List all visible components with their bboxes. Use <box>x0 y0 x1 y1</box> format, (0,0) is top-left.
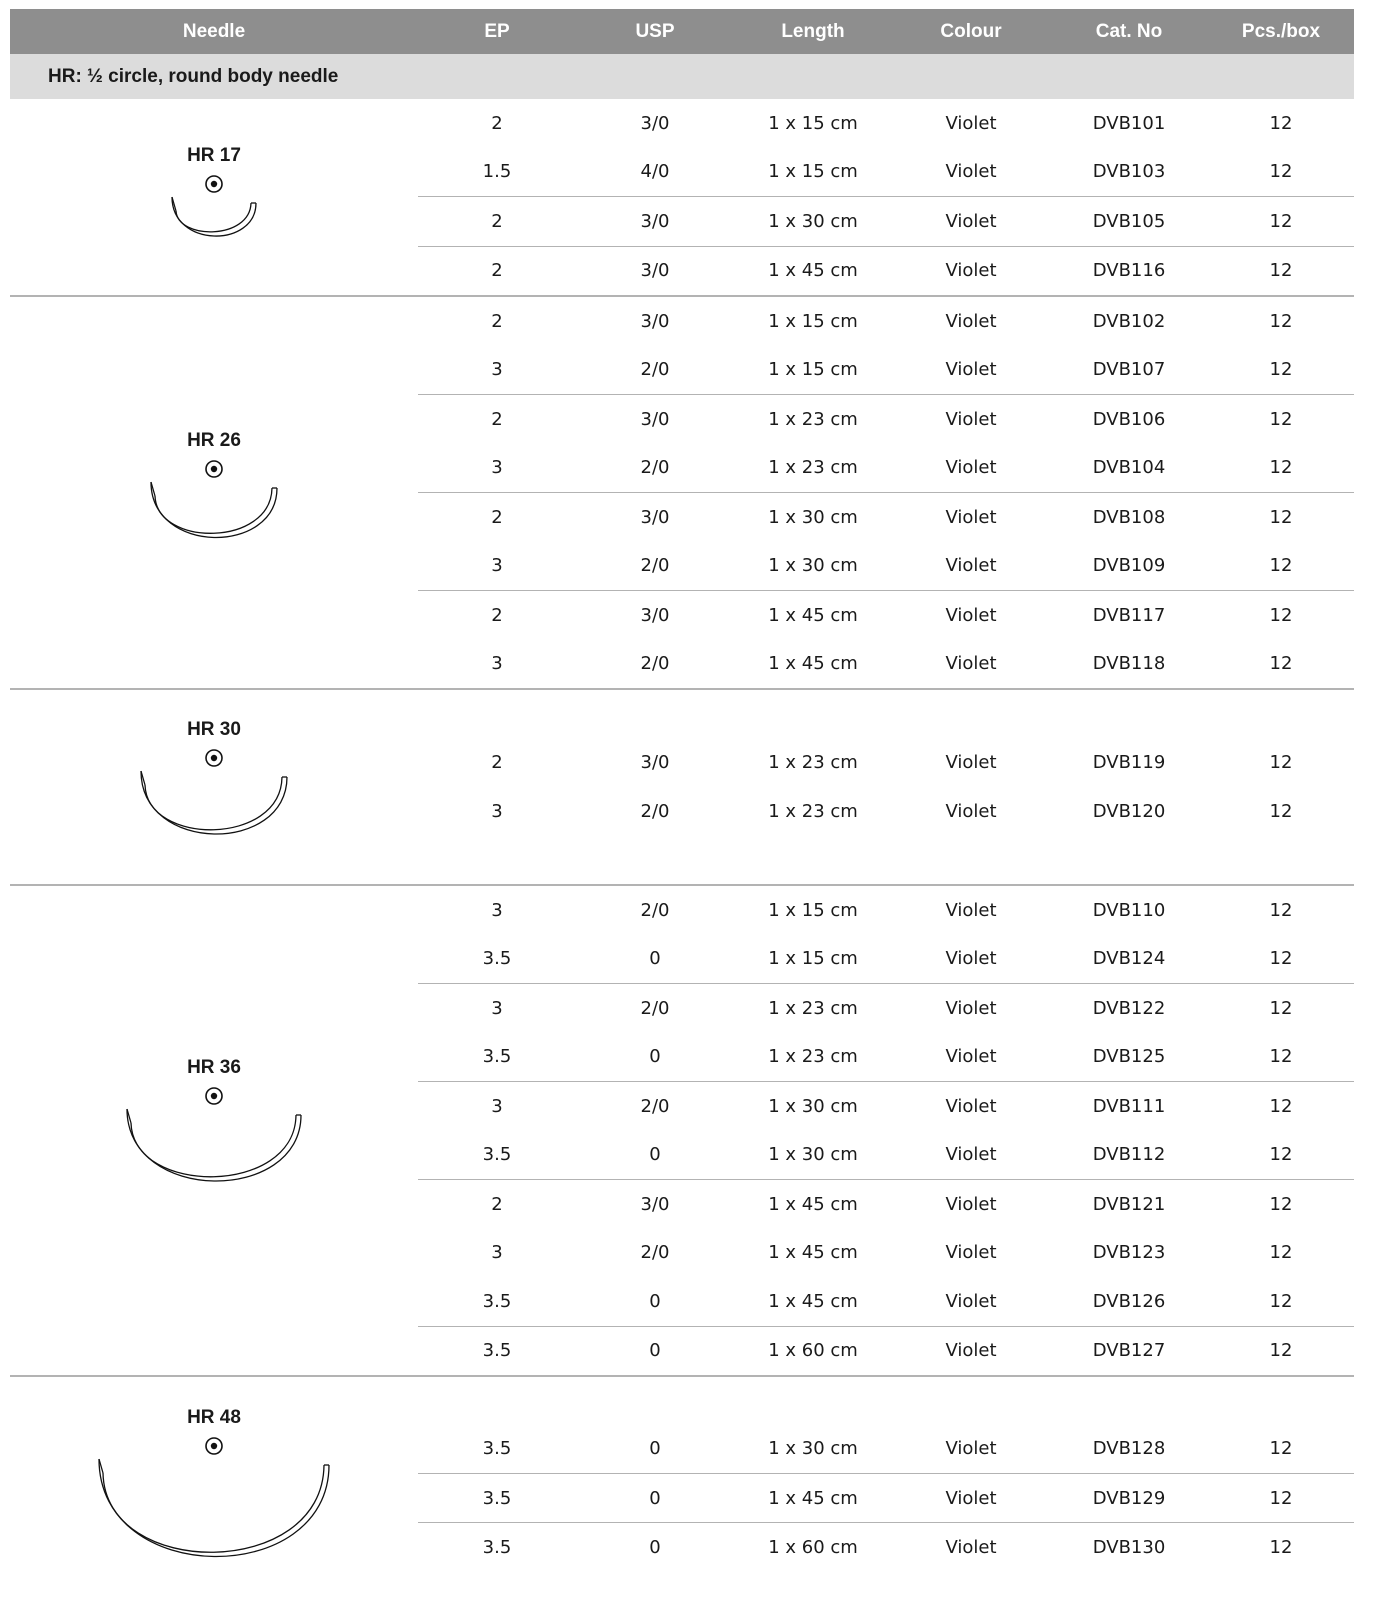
cell-usp: 3/0 <box>640 310 670 332</box>
cell-usp: 3/0 <box>640 112 670 134</box>
cell-length: 1 x 30 cm <box>768 1438 858 1459</box>
needle-label: HR 17 <box>187 145 241 166</box>
cell-usp: 0 <box>649 1537 661 1558</box>
cell-ep: 2 <box>491 408 503 430</box>
cell-cat-no: DVB106 <box>1092 408 1166 430</box>
cell-colour: Violet <box>945 948 997 970</box>
table-row <box>418 1326 1354 1376</box>
cell-usp: 3/0 <box>640 604 670 626</box>
needle-label: HR 36 <box>187 1056 241 1078</box>
cell-length: 1 x 45 cm <box>768 260 858 282</box>
cell-pcs-box: 12 <box>1269 1290 1293 1312</box>
cell-colour: Violet <box>945 800 997 822</box>
cell-cat-no: DVB129 <box>1092 1487 1166 1509</box>
cell-pcs-box: 12 <box>1269 1144 1293 1166</box>
cell-length: 1 x 45 cm <box>768 1290 858 1312</box>
table-row <box>418 246 1354 296</box>
cell-pcs-box: 12 <box>1269 800 1293 822</box>
cell-ep: 3.5 <box>482 1290 512 1312</box>
table-row <box>418 1131 1354 1180</box>
cell-usp: 3/0 <box>640 408 670 430</box>
table-row <box>418 640 1354 689</box>
needle-group <box>10 1377 1354 1619</box>
cell-usp: 2/0 <box>640 1242 670 1264</box>
cell-ep: 2 <box>491 506 503 528</box>
cell-pcs-box: 12 <box>1269 555 1293 577</box>
cell-colour: Violet <box>945 1144 997 1166</box>
cell-pcs-box: 12 <box>1269 161 1293 183</box>
cell-usp: 2/0 <box>640 555 670 577</box>
cell-pcs-box: 12 <box>1269 1242 1293 1264</box>
cell-length: 1 x 45 cm <box>768 604 858 626</box>
cell-colour: Violet <box>945 210 997 232</box>
needle-group <box>10 886 1354 1377</box>
needle-cell <box>10 690 418 884</box>
cell-pcs-box: 12 <box>1269 457 1293 479</box>
header-needle: Needle <box>182 20 246 42</box>
table-row <box>418 886 1354 935</box>
cell-cat-no: DVB120 <box>1092 800 1166 822</box>
cell-ep: 3 <box>491 800 503 822</box>
header-ep: EP <box>484 20 510 42</box>
needle-groups <box>10 99 1354 1619</box>
cell-cat-no: DVB119 <box>1092 752 1166 774</box>
cell-length: 1 x 15 cm <box>768 359 858 381</box>
half-circle-needle-icon <box>167 175 261 249</box>
cell-length: 1 x 60 cm <box>768 1340 858 1362</box>
needle-group <box>10 690 1354 886</box>
cell-ep: 3 <box>491 359 503 381</box>
needle-label: HR 48 <box>187 1407 241 1428</box>
cell-usp: 3/0 <box>640 210 670 232</box>
cell-ep: 2 <box>491 260 503 282</box>
cell-ep: 2 <box>491 112 503 134</box>
cell-length: 1 x 30 cm <box>768 1144 858 1166</box>
table-header <box>10 9 1354 54</box>
table-row <box>418 444 1354 493</box>
cell-pcs-box: 12 <box>1269 1046 1293 1068</box>
cell-usp: 0 <box>649 1290 661 1312</box>
cell-ep: 2 <box>491 210 503 232</box>
cell-colour: Violet <box>945 1537 997 1558</box>
cell-ep: 3 <box>491 899 503 921</box>
cell-cat-no: DVB123 <box>1092 1242 1166 1264</box>
cell-colour: Violet <box>945 1290 997 1312</box>
cell-length: 1 x 60 cm <box>768 1537 858 1558</box>
cell-cat-no: DVB112 <box>1092 1144 1166 1166</box>
cell-cat-no: DVB125 <box>1092 1046 1166 1068</box>
spec-rows <box>418 690 1354 884</box>
cell-usp: 2/0 <box>640 800 670 822</box>
cell-ep: 3 <box>491 997 503 1019</box>
cell-colour: Violet <box>945 997 997 1019</box>
half-circle-needle-icon <box>136 749 292 855</box>
cell-length: 1 x 30 cm <box>768 555 858 577</box>
cell-pcs-box: 12 <box>1269 506 1293 528</box>
cell-usp: 0 <box>649 1046 661 1068</box>
cell-pcs-box: 12 <box>1269 948 1293 970</box>
cell-ep: 3.5 <box>482 1537 512 1558</box>
cell-colour: Violet <box>945 1340 997 1362</box>
table-row <box>418 196 1354 246</box>
cell-colour: Violet <box>945 310 997 332</box>
half-circle-needle-icon <box>122 1087 306 1205</box>
cell-usp: 2/0 <box>640 359 670 381</box>
cell-length: 1 x 30 cm <box>768 1095 858 1117</box>
header-colour: Colour <box>940 20 1002 42</box>
cell-pcs-box: 12 <box>1269 1537 1293 1558</box>
table-row <box>418 1424 1354 1473</box>
spec-rows <box>418 99 1354 295</box>
cell-pcs-box: 12 <box>1269 1340 1293 1362</box>
cell-colour: Violet <box>945 653 997 675</box>
cell-colour: Violet <box>945 457 997 479</box>
cell-usp: 0 <box>649 1144 661 1166</box>
header-cat-no: Cat. No <box>1095 20 1163 42</box>
table-row <box>418 346 1354 395</box>
cell-colour: Violet <box>945 899 997 921</box>
table-row <box>418 1179 1354 1229</box>
table-row <box>418 1081 1354 1131</box>
cell-ep: 3.5 <box>482 1046 512 1068</box>
cell-colour: Violet <box>945 752 997 774</box>
half-circle-needle-icon <box>146 460 282 556</box>
cell-usp: 0 <box>649 948 661 970</box>
table-row <box>418 935 1354 984</box>
cell-colour: Violet <box>945 1242 997 1264</box>
table-row <box>418 1229 1354 1278</box>
cell-ep: 3 <box>491 1242 503 1264</box>
cell-length: 1 x 45 cm <box>768 653 858 675</box>
table-row <box>418 983 1354 1033</box>
cell-colour: Violet <box>945 260 997 282</box>
table-row <box>418 542 1354 591</box>
cell-length: 1 x 45 cm <box>768 1193 858 1215</box>
cell-cat-no: DVB128 <box>1092 1438 1166 1459</box>
cell-cat-no: DVB109 <box>1092 555 1166 577</box>
cell-usp: 3/0 <box>640 260 670 282</box>
cell-length: 1 x 30 cm <box>768 506 858 528</box>
cell-pcs-box: 12 <box>1269 310 1293 332</box>
cell-length: 1 x 23 cm <box>768 408 858 430</box>
cell-pcs-box: 12 <box>1269 408 1293 430</box>
cell-ep: 2 <box>491 752 503 774</box>
cell-colour: Violet <box>945 1438 997 1459</box>
cell-length: 1 x 23 cm <box>768 1046 858 1068</box>
cell-pcs-box: 12 <box>1269 260 1293 282</box>
cell-usp: 4/0 <box>640 161 670 183</box>
product-table <box>10 9 1354 1619</box>
cell-colour: Violet <box>945 112 997 134</box>
cell-ep: 3 <box>491 555 503 577</box>
cell-length: 1 x 23 cm <box>768 997 858 1019</box>
half-circle-needle-icon <box>94 1437 334 1589</box>
table-row <box>418 787 1354 836</box>
cell-cat-no: DVB107 <box>1092 359 1166 381</box>
cell-cat-no: DVB116 <box>1092 260 1166 282</box>
cell-usp: 0 <box>649 1340 661 1362</box>
cell-cat-no: DVB118 <box>1092 653 1166 675</box>
needle-group <box>10 99 1354 297</box>
cell-usp: 0 <box>649 1487 661 1509</box>
cell-cat-no: DVB108 <box>1092 506 1166 528</box>
cell-length: 1 x 15 cm <box>768 948 858 970</box>
cell-colour: Violet <box>945 555 997 577</box>
cell-colour: Violet <box>945 1193 997 1215</box>
cell-usp: 3/0 <box>640 506 670 528</box>
cell-colour: Violet <box>945 1046 997 1068</box>
cell-colour: Violet <box>945 408 997 430</box>
spec-rows <box>418 886 1354 1375</box>
table-row <box>418 492 1354 542</box>
cell-length: 1 x 15 cm <box>768 310 858 332</box>
cell-cat-no: DVB101 <box>1092 112 1166 134</box>
cell-pcs-box: 12 <box>1269 899 1293 921</box>
cell-length: 1 x 15 cm <box>768 112 858 134</box>
cell-colour: Violet <box>945 506 997 528</box>
needle-group <box>10 297 1354 690</box>
cell-pcs-box: 12 <box>1269 112 1293 134</box>
cell-cat-no: DVB121 <box>1092 1193 1166 1215</box>
spec-rows <box>418 297 1354 688</box>
table-row <box>418 99 1354 148</box>
cell-colour: Violet <box>945 1487 997 1509</box>
cell-length: 1 x 23 cm <box>768 800 858 822</box>
cell-length: 1 x 45 cm <box>768 1487 858 1509</box>
cell-cat-no: DVB110 <box>1092 899 1166 921</box>
cell-cat-no: DVB111 <box>1092 1095 1166 1117</box>
cell-colour: Violet <box>945 1095 997 1117</box>
cell-length: 1 x 23 cm <box>768 457 858 479</box>
cell-usp: 2/0 <box>640 997 670 1019</box>
spec-rows <box>418 1377 1354 1619</box>
needle-cell <box>10 99 418 295</box>
cell-ep: 2 <box>491 604 503 626</box>
cell-cat-no: DVB122 <box>1092 997 1166 1019</box>
table-row <box>418 1033 1354 1082</box>
cell-usp: 2/0 <box>640 899 670 921</box>
header-pcs-box: Pcs./box <box>1241 20 1321 42</box>
cell-length: 1 x 23 cm <box>768 752 858 774</box>
cell-ep: 2 <box>491 310 503 332</box>
cell-usp: 2/0 <box>640 653 670 675</box>
table-row <box>418 1277 1354 1326</box>
cell-cat-no: DVB105 <box>1092 210 1166 232</box>
cell-pcs-box: 12 <box>1269 653 1293 675</box>
cell-colour: Violet <box>945 359 997 381</box>
cell-ep: 3 <box>491 1095 503 1117</box>
cell-colour: Violet <box>945 604 997 626</box>
cell-pcs-box: 12 <box>1269 1193 1293 1215</box>
cell-pcs-box: 12 <box>1269 210 1293 232</box>
cell-cat-no: DVB126 <box>1092 1290 1166 1312</box>
cell-length: 1 x 45 cm <box>768 1242 858 1264</box>
cell-cat-no: DVB117 <box>1092 604 1166 626</box>
cell-ep: 1.5 <box>482 161 512 183</box>
table-row <box>418 1473 1354 1523</box>
needle-label: HR 30 <box>187 719 241 740</box>
needle-cell <box>10 1377 418 1619</box>
cell-pcs-box: 12 <box>1269 1487 1293 1509</box>
header-length: Length <box>781 20 845 42</box>
cell-cat-no: DVB127 <box>1092 1340 1166 1362</box>
cell-length: 1 x 15 cm <box>768 899 858 921</box>
cell-usp: 0 <box>649 1438 661 1459</box>
cell-cat-no: DVB130 <box>1092 1537 1166 1558</box>
needle-cell <box>10 886 418 1375</box>
cell-ep: 3.5 <box>482 948 512 970</box>
table-row <box>418 394 1354 444</box>
cell-usp: 2/0 <box>640 1095 670 1117</box>
cell-pcs-box: 12 <box>1269 604 1293 626</box>
header-usp: USP <box>635 20 675 42</box>
cell-usp: 3/0 <box>640 1193 670 1215</box>
cell-pcs-box: 12 <box>1269 1095 1293 1117</box>
cell-colour: Violet <box>945 161 997 183</box>
cell-ep: 3.5 <box>482 1340 512 1362</box>
section-title: HR: ½ circle, round body needle <box>10 54 1354 99</box>
cell-usp: 2/0 <box>640 457 670 479</box>
cell-cat-no: DVB103 <box>1092 161 1166 183</box>
table-row <box>418 739 1354 788</box>
cell-length: 1 x 15 cm <box>768 161 858 183</box>
table-row <box>418 590 1354 640</box>
table-row <box>418 297 1354 346</box>
cell-cat-no: DVB124 <box>1092 948 1166 970</box>
cell-ep: 3.5 <box>482 1438 512 1459</box>
table-row <box>418 148 1354 197</box>
cell-ep: 3.5 <box>482 1487 512 1509</box>
cell-ep: 3 <box>491 653 503 675</box>
cell-pcs-box: 12 <box>1269 1438 1293 1459</box>
cell-ep: 2 <box>491 1193 503 1215</box>
cell-cat-no: DVB102 <box>1092 310 1166 332</box>
cell-cat-no: DVB104 <box>1092 457 1166 479</box>
cell-usp: 3/0 <box>640 752 670 774</box>
cell-ep: 3.5 <box>482 1144 512 1166</box>
needle-label: HR 26 <box>187 429 241 451</box>
cell-length: 1 x 30 cm <box>768 210 858 232</box>
cell-pcs-box: 12 <box>1269 359 1293 381</box>
table-row <box>418 1522 1354 1572</box>
cell-pcs-box: 12 <box>1269 997 1293 1019</box>
cell-ep: 3 <box>491 457 503 479</box>
cell-pcs-box: 12 <box>1269 752 1293 774</box>
needle-cell <box>10 297 418 688</box>
